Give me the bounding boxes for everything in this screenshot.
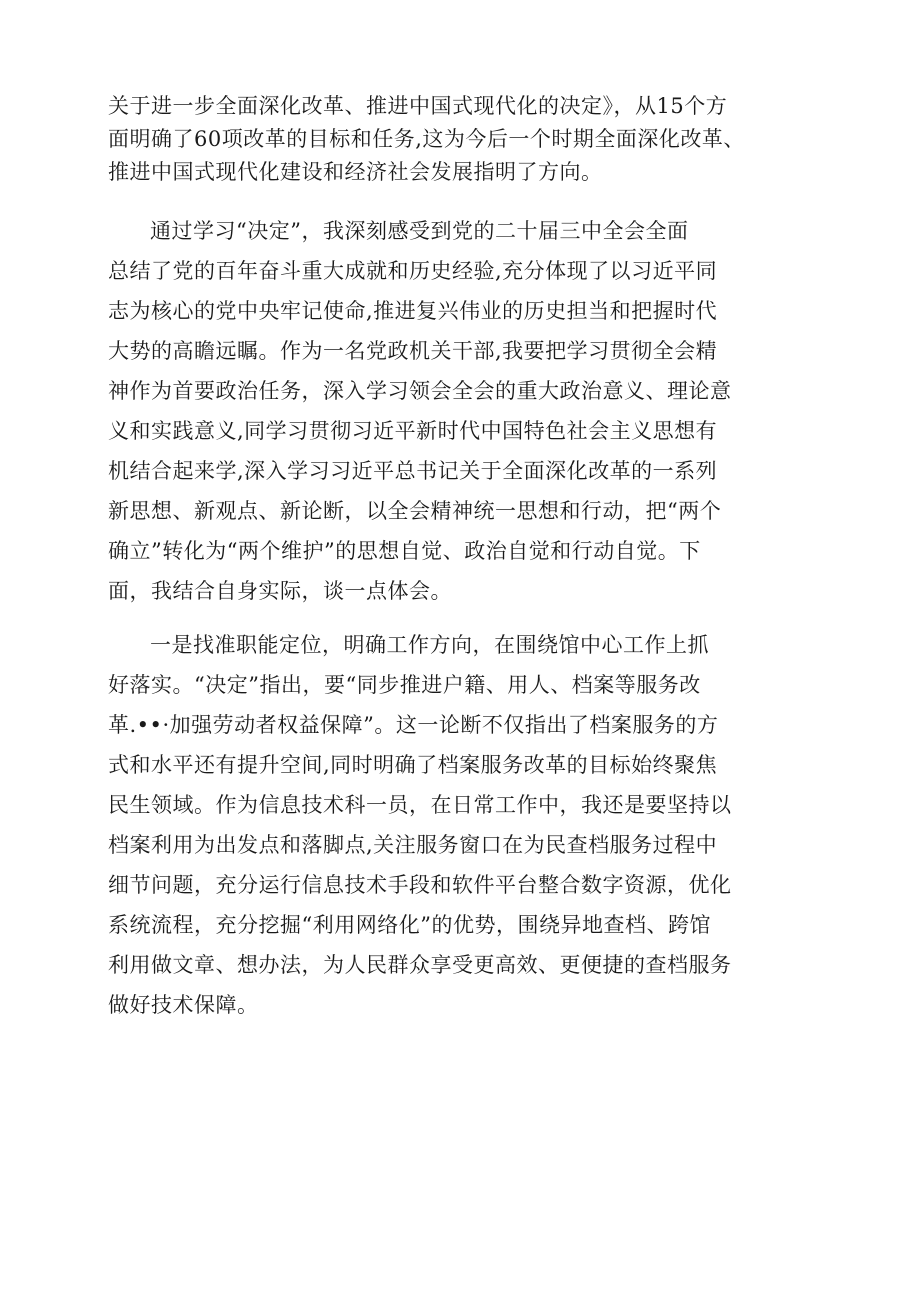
text-line: 推进中国式现代化建设和经济社会发展指明了方向。 bbox=[108, 160, 603, 184]
text-line: 系统流程，充分挖掘“利用网络化”的优势，围绕异地查档、跨馆 bbox=[108, 913, 711, 937]
text-line: 式和水平还有提升空间,同时明确了档案服务改革的目标始终聚焦 bbox=[108, 753, 718, 777]
document-body bbox=[108, 90, 808, 1025]
text-line: 通过学习“决定”，我深刻感受到党的二十届三中全会全面 bbox=[150, 219, 689, 243]
text-line: 义和实践意义,同学习贯彻习近平新时代中国特色社会主义思想有 bbox=[108, 419, 718, 443]
text-line: 机结合起来学,深入学习习近平总书记关于全面深化改革的一系列 bbox=[108, 459, 718, 483]
text-line: 面明确了60项改革的目标和任务,这为今后一个时期全面深化改革、 bbox=[108, 127, 745, 151]
text-line: 关于进一步全面深化改革、推进中国式现代化的决定》，从15个方 bbox=[108, 94, 728, 118]
text-line: 好落实。“决定”指出，要“同步推进户籍、用人、档案等服务改 bbox=[108, 673, 701, 697]
text-line: 细节问题，充分运行信息技术手段和软件平台整合数字资源，优化 bbox=[108, 873, 732, 897]
paragraph-2 bbox=[108, 211, 808, 611]
text-line: 志为核心的党中央牢记使命,推进复兴伟业的历史担当和把握时代 bbox=[108, 299, 718, 323]
text-line: 面，我结合自身实际，谈一点体会。 bbox=[108, 579, 452, 603]
text-line: 大势的高瞻远瞩。作为一名党政机关干部,我要把学习贯彻全会精 bbox=[108, 339, 718, 363]
text-line: 神作为首要政治任务，深入学习领会全会的重大政治意义、理论意 bbox=[108, 379, 732, 403]
text-line: 总结了党的百年奋斗重大成就和历史经验,充分体现了以习近平同 bbox=[108, 259, 718, 283]
text-line: 档案利用为出发点和落脚点,关注服务窗口在为民查档服务过程中 bbox=[108, 833, 718, 857]
text-line: 革.••·加强劳动者权益保障”。这一论断不仅指出了档案服务的方 bbox=[108, 713, 719, 737]
paragraph-1 bbox=[108, 90, 808, 189]
text-line: 确立”转化为“两个维护”的思想自觉、政治自觉和行动自觉。下 bbox=[108, 539, 701, 563]
text-line: 一是找准职能定位，明确工作方向，在围绕馆中心工作上抓 bbox=[150, 633, 709, 657]
paragraph-3 bbox=[108, 625, 808, 1025]
text-line: 新思想、新观点、新论断，以全会精神统一思想和行动，把“两个 bbox=[108, 499, 722, 523]
text-line: 做好技术保障。 bbox=[108, 993, 259, 1017]
text-line: 利用做文章、想办法，为人民群众享受更高效、更便捷的查档服务 bbox=[108, 953, 732, 977]
text-line: 民生领域。作为信息技术科一员，在日常工作中，我还是要坚持以 bbox=[108, 793, 732, 817]
